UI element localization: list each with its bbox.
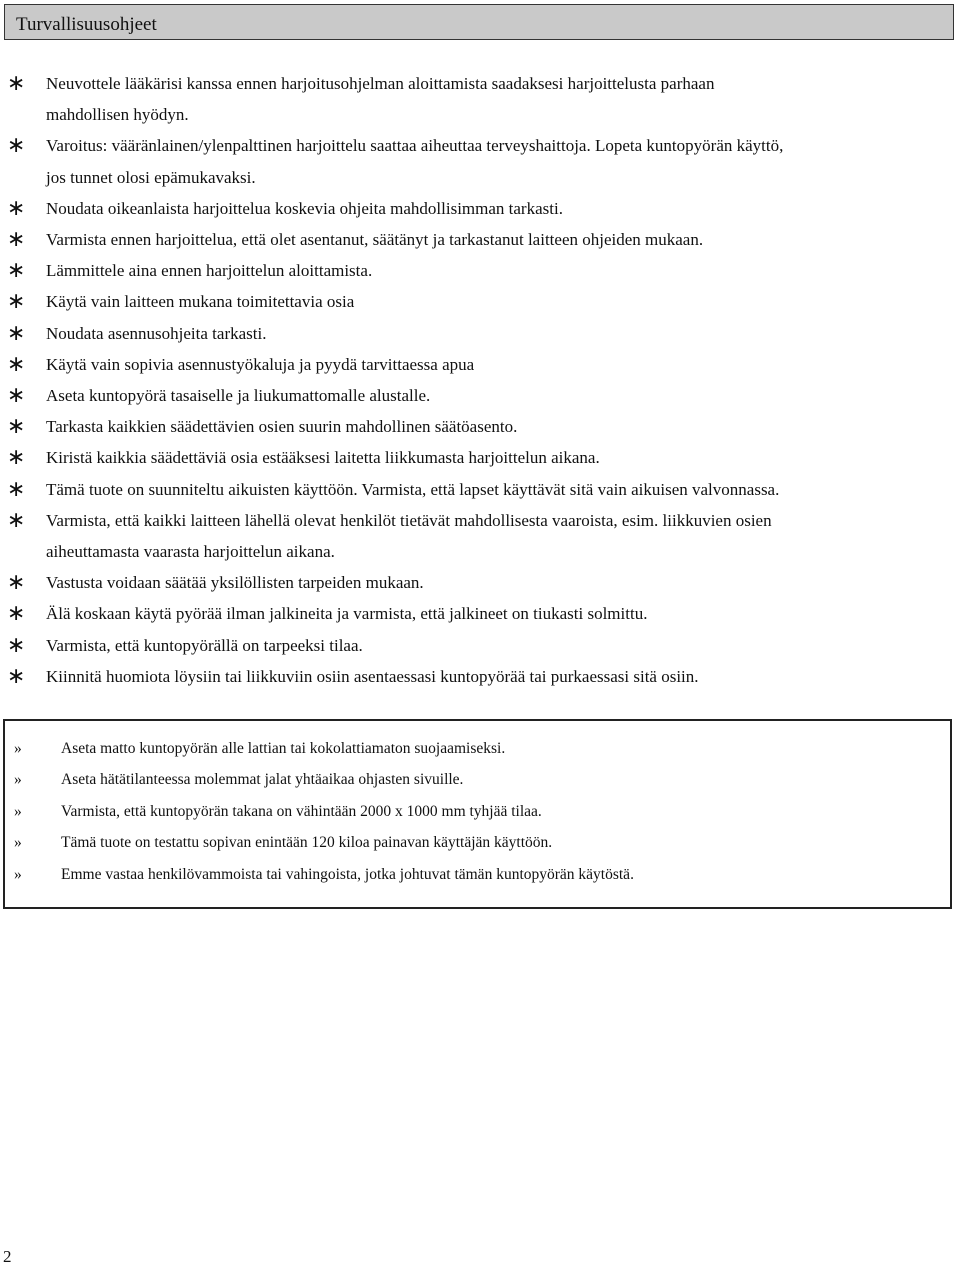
safety-item [0, 661, 960, 692]
safety-item [0, 411, 960, 442]
asterisk-bullet-icon: ∗ [7, 601, 26, 627]
safety-item [0, 130, 960, 192]
safety-item-text: Vastusta voidaan säätää yksilöllisten tarpeiden mukaan. [46, 573, 424, 593]
note-item-text: Emme vastaa henkilövammoista tai vahingoista, jotka johtuvat tämän kuntopyörän käytöstä. [61, 865, 634, 883]
safety-item-text: Käytä vain sopivia asennustyökaluja ja pyydä tarvittaessa apua [46, 354, 475, 374]
note-item [5, 859, 950, 890]
safety-item-text: Varmista, että kaikki laitteen lähellä olevat henkilöt tietävät mahdollisesta vaaroista, esim. liikkuvien osien [46, 510, 772, 530]
safety-item-text: Noudata oikeanlaista harjoittelua koskevia ohjeita mahdollisimman tarkasti. [46, 198, 563, 218]
chevron-bullet-icon: » [14, 802, 22, 820]
safety-item-text: Tarkasta kaikkien säädettävien osien suurin mahdollinen säätöasento. [46, 417, 518, 437]
safety-item-text: Älä koskaan käytä pyörää ilman jalkineita ja varmista, että jalkineet on tiukasti solmittu. [46, 604, 648, 624]
asterisk-bullet-icon: ∗ [7, 351, 26, 377]
chevron-bullet-icon: » [14, 771, 22, 789]
safety-item-text: aiheuttamasta vaarasta harjoittelun aikana. [46, 542, 335, 562]
asterisk-bullet-icon: ∗ [7, 445, 26, 471]
safety-item [0, 380, 960, 411]
note-item-text: Aseta hätätilanteessa molemmat jalat yhtäaikaa ohjasten sivuille. [61, 771, 464, 789]
section-title: Turvallisuusohjeet [16, 14, 157, 35]
asterisk-bullet-icon: ∗ [7, 71, 26, 96]
safety-item [0, 474, 960, 505]
chevron-bullet-icon: » [14, 740, 22, 757]
safety-item [0, 505, 960, 567]
safety-item-text: Käytä vain laitteen mukana toimitettavia osia [46, 292, 355, 312]
asterisk-bullet-icon: ∗ [7, 476, 26, 502]
safety-item-text: Varoitus: vääränlainen/ylenpalttinen harjoittelu saattaa aiheuttaa terveyshaittoja. Lopeta kuntopyörän käyttö, [46, 136, 784, 156]
asterisk-bullet-icon: ∗ [7, 663, 26, 689]
safety-item-text: Varmista, että kuntopyörällä on tarpeeksi tilaa. [46, 635, 363, 655]
chevron-bullet-icon: » [14, 865, 22, 883]
note-item-text: Aseta matto kuntopyörän alle lattian tai kokolattiamaton suojaamiseksi. [61, 740, 506, 757]
safety-item [0, 598, 960, 629]
asterisk-bullet-icon: ∗ [7, 320, 26, 346]
safety-item [0, 255, 960, 286]
safety-item [0, 442, 960, 473]
asterisk-bullet-icon: ∗ [7, 195, 26, 221]
safety-item [0, 630, 960, 661]
safety-item-text: Tämä tuote on suunniteltu aikuisten käyttöön. Varmista, että lapset käyttävät sitä vain aikuisen valvonnassa. [46, 479, 780, 499]
note-item-text: Varmista, että kuntopyörän takana on vähintään 2000 x 1000 mm tyhjää tilaa. [61, 802, 542, 820]
asterisk-bullet-icon: ∗ [7, 289, 26, 315]
safety-item-text: Aseta kuntopyörä tasaiselle ja liukumattomalle alustalle. [46, 386, 431, 406]
safety-item [0, 68, 960, 130]
notes-list [5, 733, 950, 890]
safety-item-text: Varmista ennen harjoittelua, että olet asentanut, säätänyt ja tarkastanut laitteen ohjeiden mukaan. [46, 230, 704, 250]
safety-item [0, 349, 960, 380]
safety-item-text: mahdollisen hyödyn. [46, 105, 189, 125]
section-header-bar [4, 4, 954, 40]
safety-item-text: Kiristä kaikkia säädettäviä osia estääksesi laitetta liikkumasta harjoittelun aikana. [46, 448, 600, 468]
asterisk-bullet-icon: ∗ [7, 414, 26, 440]
safety-item [0, 193, 960, 224]
safety-item-text: Lämmittele aina ennen harjoittelun aloittamista. [46, 261, 373, 281]
safety-item [0, 567, 960, 598]
safety-item [0, 286, 960, 317]
asterisk-bullet-icon: ∗ [7, 133, 26, 159]
safety-item-text: jos tunnet olosi epämukavaksi. [46, 167, 256, 187]
asterisk-bullet-icon: ∗ [7, 383, 26, 409]
safety-item-text: Neuvottele lääkärisi kanssa ennen harjoitusohjelman aloittamista saadaksesi harjoittelusta parhaan [46, 74, 715, 93]
asterisk-bullet-icon: ∗ [7, 507, 26, 533]
safety-item-text: Kiinnitä huomiota löysiin tai liikkuviin osiin asentaessasi kuntopyörää tai purkaessasi sitä osiin. [46, 666, 699, 686]
notes-box [3, 719, 952, 909]
asterisk-bullet-icon: ∗ [7, 632, 26, 658]
safety-item [0, 318, 960, 349]
note-item-text: Tämä tuote on testattu sopivan enintään 120 kiloa painavan käyttäjän käyttöön. [61, 834, 553, 852]
note-item [5, 827, 950, 858]
asterisk-bullet-icon: ∗ [7, 227, 26, 253]
note-item [5, 733, 950, 764]
note-item [5, 764, 950, 795]
safety-instructions-list [0, 68, 960, 692]
safety-item [0, 224, 960, 255]
asterisk-bullet-icon: ∗ [7, 258, 26, 284]
page-number: 2 [3, 1247, 12, 1266]
asterisk-bullet-icon: ∗ [7, 570, 26, 596]
safety-item-text: Noudata asennusohjeita tarkasti. [46, 323, 267, 343]
note-item [5, 796, 950, 827]
chevron-bullet-icon: » [14, 834, 22, 852]
